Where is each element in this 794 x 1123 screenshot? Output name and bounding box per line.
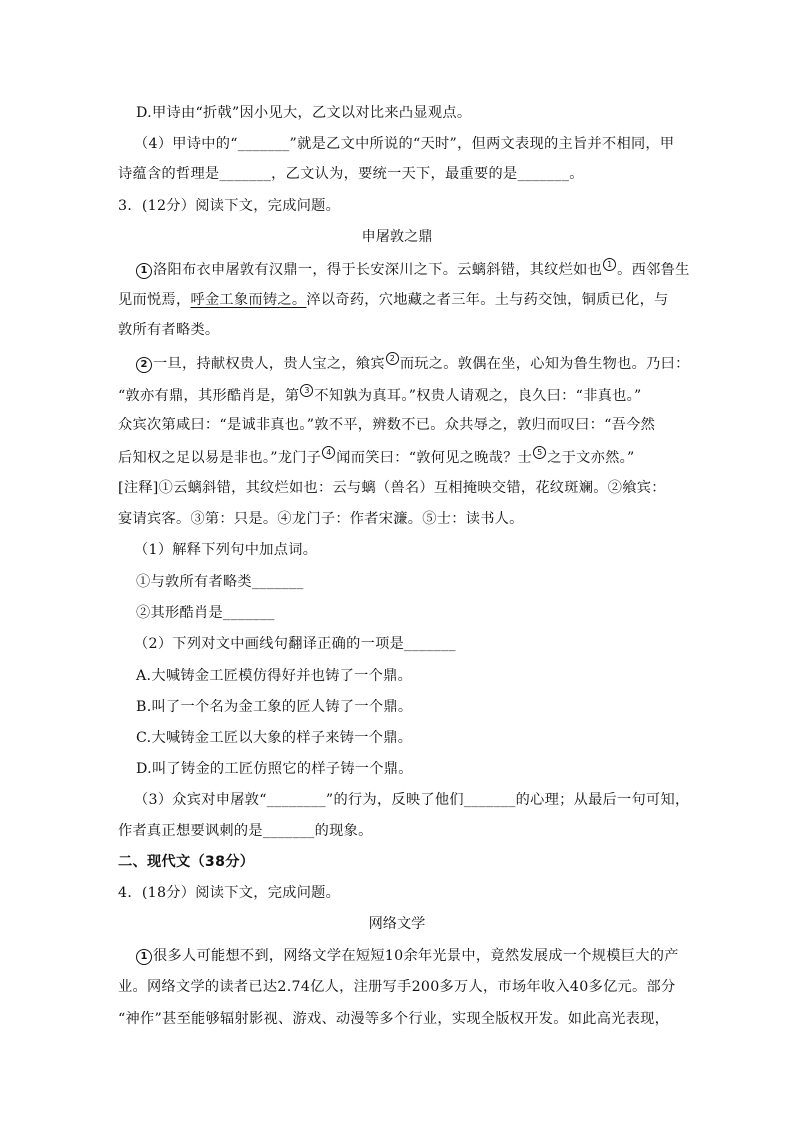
q3-para2-line4: 后知权之足以易是非也。”龙门子 4 闻而笑曰：“敦何见之晚哉？士 5 之于文亦然。” xyxy=(118,448,635,466)
q4-para1-line1: 1 很多人可能想不到，网络文学在短短10余年光景中，竟然发展成一个规模巨大的产 xyxy=(136,946,679,966)
q3-para2-line2: “敦亦有鼎，其形酷肖是，第 3 不知孰为真耳。”权贵人请观之，良久曰：“非真也。” xyxy=(118,386,642,404)
q3-para2-line3: 众宾次第咸曰：“是诚非真也。”敦不平，辨数不已。众共辱之，敦归而叹曰：“吾今然 xyxy=(118,417,656,433)
footnote-marker: 4 xyxy=(322,446,335,459)
section-heading: 二、现代文（38分） xyxy=(118,854,255,870)
paragraph-number-badge: 1 xyxy=(136,949,152,965)
q3-option-c: C.大喊铸金工匠以大象的样子来铸一个鼎。 xyxy=(136,730,413,746)
q3-para2-line1: 2 一旦，持献权贵人，贵人宝之，飨宾 2 而玩之。敦偶在坐，心知为鲁生物也。乃曰： xyxy=(136,352,690,374)
q3-option-d: D.叫了铸金的工匠仿照它的样子铸一个鼎。 xyxy=(136,761,413,777)
q3-passage-title: 申屠敦之鼎 xyxy=(361,229,433,245)
q3-subquestion-1: （1）解释下列句中加点词。 xyxy=(134,542,318,558)
q3-subquestion-1-a: ①与敦所有者略类_______ xyxy=(136,574,304,590)
footnote-marker: 3 xyxy=(300,384,313,397)
underlined-sentence: 呼金工象而铸之。 xyxy=(190,292,307,308)
q3-notes-line2: 宴请宾客。③第：只是。④龙门子：作者宋濂。⑤士：读书人。 xyxy=(118,511,524,527)
q3-subquestion-2: （2）下列对文中画线句翻译正确的一项是_______ xyxy=(134,636,456,652)
q3-heading: 3．(12分）阅读下文，完成问题。 xyxy=(118,198,341,214)
footnote-marker: 1 xyxy=(603,258,616,271)
q4-para1-line3: “神作”甚至能够辐射影视、游戏、动漫等多个行业，实现全版权开发。如此高光表现， xyxy=(118,1011,670,1027)
q2-subquestion-4-line1: （4）甲诗中的“_______”就是乙文中所说的“天时”，但两文表现的主旨并不相同，甲 xyxy=(134,136,675,152)
q3-para1-line3: 敦所有者略类。 xyxy=(118,322,220,338)
q3-para1-line2: 见而悦焉，呼金工象而铸之。淬以奇药，穴地藏之者三年。土与药交蚀，铜质已化，与 xyxy=(118,292,669,308)
q3-option-a: A.大喊铸金工匠模仿得好并也铸了一个鼎。 xyxy=(136,668,413,684)
q3-notes-line1: [注释]①云螭斜错，其纹烂如也：云与螭（兽名）互相掩映交错，花纹斑斓。②飨宾： xyxy=(118,480,666,496)
footnote-marker: 2 xyxy=(386,352,399,365)
q4-heading: 4．(18分）阅读下文，完成问题。 xyxy=(118,885,341,901)
paragraph-number-badge: 2 xyxy=(136,357,152,373)
q2-subquestion-4-line2: 诗蕴含的哲理是_______，乙文认为，要统一天下，最重要的是_______。 xyxy=(118,166,584,182)
q2-option-d: D.甲诗由“折戟”因小见大，乙文以对比来凸显观点。 xyxy=(136,105,472,121)
q4-para1-line2: 业。网络文学的读者已达2.74亿人，注册写手200多万人，市场年收入40多亿元。部分 xyxy=(118,979,676,995)
footnote-marker: 5 xyxy=(533,446,546,459)
q3-subquestion-3-line2: 作者真正想要讽刺的是_______的现象。 xyxy=(118,823,373,839)
q3-subquestion-3-line1: （3）众宾对申屠敦“________”的行为，反映了他们_______的心理；从最后一句可知， xyxy=(134,792,690,808)
q3-subquestion-1-b: ②其形酷肖是_______ xyxy=(136,605,275,621)
q4-passage-title: 网络文学 xyxy=(368,916,426,932)
q3-option-b: B.叫了一个名为金工象的匠人铸了一个鼎。 xyxy=(136,699,413,715)
q3-para1-line1: 1 洛阳布衣申屠敦有汉鼎一，得于长安深川之下。云螭斜错，其纹烂如也 1 。西邻鲁生 xyxy=(136,258,690,280)
paragraph-number-badge: 1 xyxy=(136,263,152,279)
